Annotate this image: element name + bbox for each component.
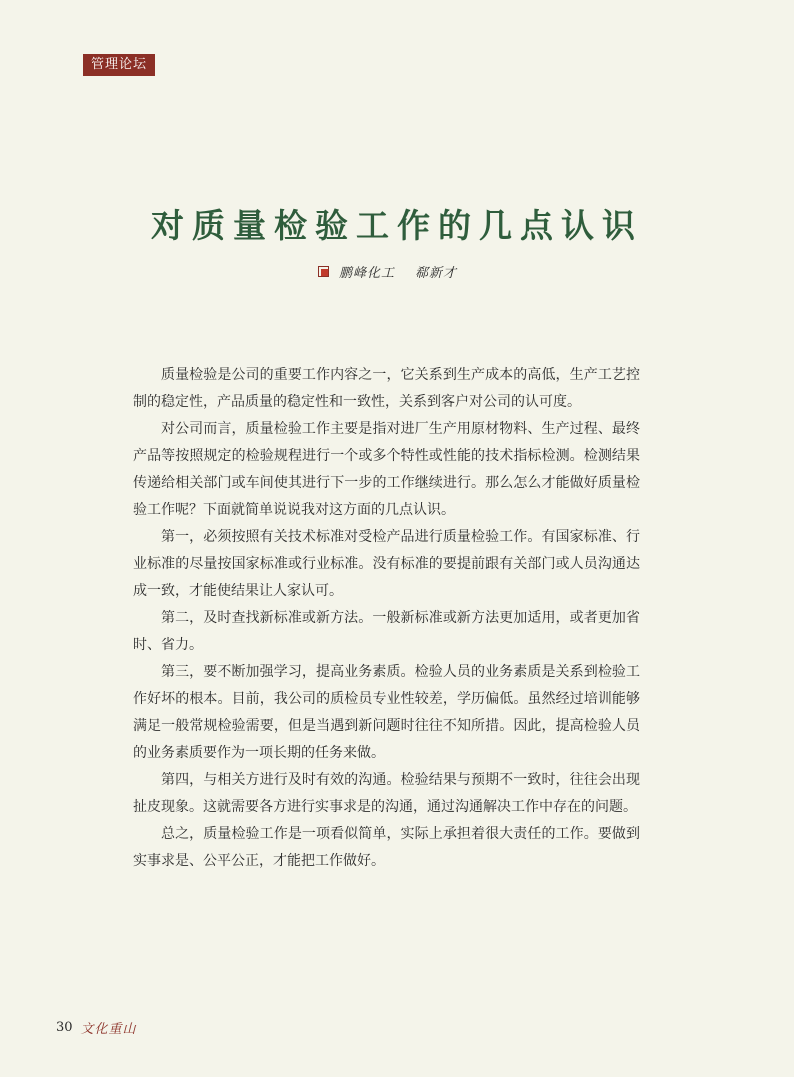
section-tag: 管理论坛	[83, 54, 155, 76]
paragraph: 第三，要不断加强学习，提高业务素质。检验人员的业务素质是关系到检验工作好坏的根本。目前，我公司的质检员专业性较差，学历偏低。虽然经过培训能够满足一般常规检验需要，但是当遇到新问题时往往不知所措。因此，提高检验人员的业务素质要作为一项长期的任务来做。	[133, 664, 640, 761]
page-number: 30	[56, 1020, 73, 1035]
paragraph: 总之，质量检验工作是一项看似简单，实际上承担着很大责任的工作。要做到实事求是、公平公正，才能把工作做好。	[133, 826, 640, 869]
magazine-logo: 文化重山	[80, 1022, 137, 1037]
paragraph: 第一，必须按照有关技术标准对受检产品进行质量检验工作。有国家标准、行业标准的尽量按国家标准或行业标准。没有标准的要提前跟有关部门或人员沟通达成一致，才能使结果让人家认可。	[133, 529, 640, 599]
author-name: 郗新才	[415, 265, 458, 281]
article-body	[133, 362, 640, 875]
page-footer	[56, 1018, 137, 1037]
paragraph: 质量检验是公司的重要工作内容之一，它关系到生产成本的高低，生产工艺控制的稳定性，产品质量的稳定性和一致性，关系到客户对公司的认可度。	[133, 367, 640, 410]
paragraph: 第二，及时查找新标准或新方法。一般新标准或新方法更加适用，或者更加省时、省力。	[133, 610, 640, 653]
byline	[318, 262, 457, 280]
article-title: 对质量检验工作的几点认识	[151, 206, 643, 245]
paragraph: 第四，与相关方进行及时有效的沟通。检验结果与预期不一致时，往往会出现扯皮现象。这就需要各方进行实事求是的沟通，通过沟通解决工作中存在的问题。	[133, 772, 640, 815]
author-organization: 鹏峰化工	[339, 265, 396, 281]
paragraph: 对公司而言，质量检验工作主要是指对进厂生产用原材物料、生产过程、最终产品等按照规定的检验规程进行一个或多个特性或性能的技术指标检测。检测结果传递给相关部门或车间使其进行下一步的工作继续进行。那么怎么才能做好质量检验工作呢？下面就简单说说我对这方面的几点认识。	[133, 421, 640, 518]
square-bullet-icon	[318, 266, 329, 277]
